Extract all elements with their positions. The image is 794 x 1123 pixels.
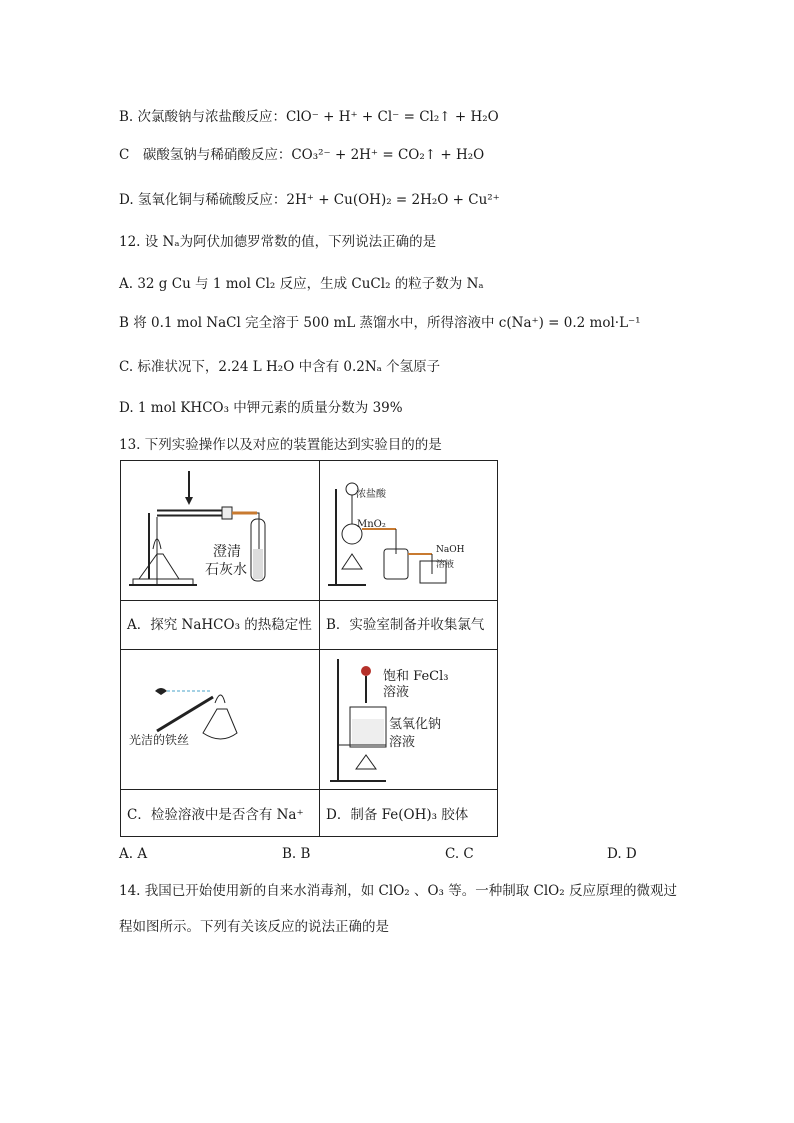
caption-b: B．实验室制备并收集氯气 (326, 617, 485, 633)
naoh-label: NaOH (436, 545, 465, 555)
chlorine-apparatus-figure (326, 469, 496, 595)
iron-wire-label: 光洁的铁丝 (129, 733, 190, 747)
choice-b: B. B (282, 846, 311, 862)
question-12-option-a: A. 32 g Cu 与 1 mol Cl₂ 反应，生成 CuCl₂ 的粒子数为 Nₐ (119, 276, 484, 292)
caption-c: C．检验溶液中是否含有 Na⁺ (127, 807, 304, 823)
question-13: 13. 下列实验操作以及对应的装置能达到实验目的的是 (119, 437, 442, 453)
caption-d: D．制备 Fe(OH)₃ 胶体 (326, 807, 469, 823)
naoh-sol-label: 氢氧化钠 (389, 717, 442, 732)
option-b-prev: B. 次氯酸钠与浓盐酸反应：ClO⁻ + H⁺ + Cl⁻ = Cl₂↑ + H₂O (119, 109, 499, 125)
option-c-prev: C 碳酸氢钠与稀硝酸反应：CO₃²⁻ + 2H⁺ = CO₂↑ + H₂O (119, 147, 485, 163)
conc-hcl-label: 浓盐酸 (356, 489, 386, 500)
limewater-label-1: 澄清 (213, 544, 241, 560)
limewater-label-2: 石灰水 (205, 562, 247, 578)
question-14-line-1: 14. 我国已开始使用新的自来水消毒剂，如 ClO₂ 、O₃ 等。一种制取 ClO₂ 反应原理的微观过 (119, 883, 677, 899)
fecl3-solution-label: 溶液 (383, 685, 410, 700)
question-12-option-d: D. 1 mol KHCO₃ 中钾元素的质量分数为 39% (119, 400, 403, 416)
question-14-line-2: 程如图所示。下列有关该反应的说法正确的是 (119, 919, 389, 935)
fecl3-label: 饱和 FeCl₃ (383, 669, 449, 684)
choice-d: D. D (607, 846, 637, 862)
question-12-option-b: B 将 0.1 mol NaCl 完全溶于 500 mL 蒸馏水中，所得溶液中 c(Na⁺) = 0.2 mol·L⁻¹ (119, 315, 641, 331)
option-d-prev: D. 氢氧化铜与稀硫酸反应：2H⁺ + Cu(OH)₂ = 2H₂O + Cu²⁺ (119, 192, 500, 208)
naoh-sol-label-2: 溶液 (389, 735, 416, 750)
naoh-solution-label: 溶液 (436, 560, 455, 570)
caption-a: A．探究 NaHCO₃ 的热稳定性 (127, 617, 312, 633)
choice-c: C. C (445, 846, 474, 862)
choice-a: A. A (119, 846, 148, 862)
experiment-table (120, 460, 498, 837)
question-12: 12. 设 Nₐ为阿伏加德罗常数的值，下列说法正确的是 (119, 234, 437, 250)
question-12-option-c: C. 标准状况下，2.24 L H₂O 中含有 0.2Nₐ 个氢原子 (119, 359, 441, 375)
mno2-label: MnO₂ (357, 519, 386, 530)
